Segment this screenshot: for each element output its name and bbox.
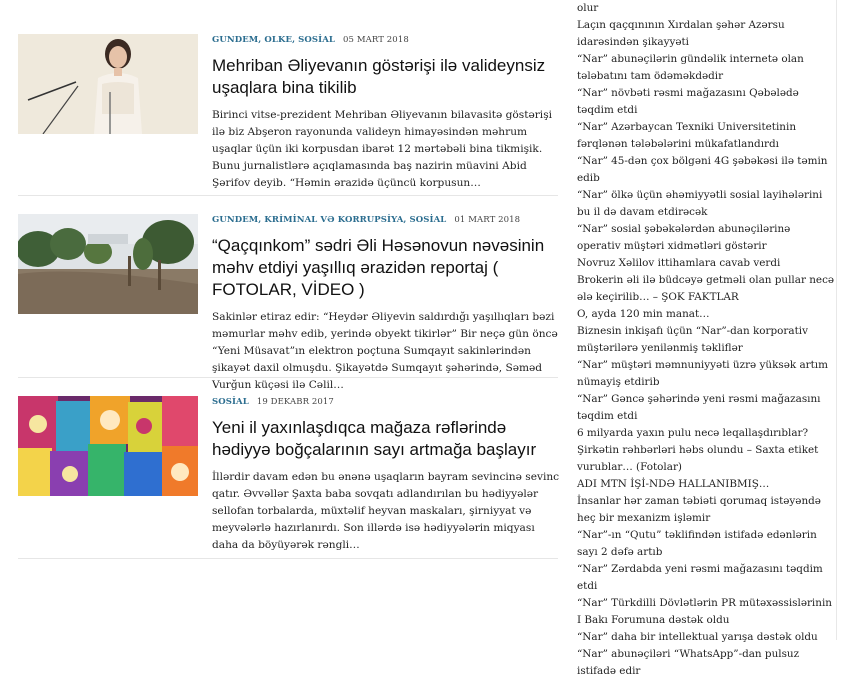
list-item[interactable]: [577, 187, 835, 221]
sidebar-news-list: [577, 0, 835, 680]
news-link[interactable]: “Nar” abunəçilərin gündəlik internetə olan tələbatını tam ödəməkdədir: [577, 53, 804, 82]
news-link[interactable]: Şirkətin rəhbərləri həbs olundu – Saxta etiket vurublar… (Fotolar): [577, 444, 819, 473]
news-link[interactable]: Brokerin əli ilə büdcəyə getməli olan pullar necə ələ keçirilib… – ŞOK FAKTLAR: [577, 274, 835, 303]
article-body: [212, 214, 562, 394]
list-item[interactable]: [577, 306, 835, 323]
news-link[interactable]: Novruz Xəlilov ittihamlara cavab verdi: [577, 257, 781, 269]
news-link[interactable]: “Nar” müştəri məmnuniyyəti üzrə yüksək artım nümayiş etdirib: [577, 359, 828, 388]
article-excerpt: Birinci vitse-prezident Mehriban Əliyevanın bilavasitə göstərişi ilə biz Abşeron rayonunda valideyn himayəsindən məhrum uşaqlar üçün iki korpusdan ibarət 12 mərtəbəli bina tikmişik. Bunu jurnalistlərə açıqlamasında baş nazirin müavini Abid Şərifov deyib. “Həmin ərazidə üçüncü korpusun…: [212, 109, 553, 189]
article-body: [212, 396, 562, 554]
news-link[interactable]: “Nar” abunəçiləri “WhatsApp”-dan pulsuz istifadə edir: [577, 648, 800, 677]
article-categories[interactable]: SOSİAL: [212, 397, 249, 407]
list-item[interactable]: [577, 85, 835, 119]
news-link[interactable]: “Nar” Türkdilli Dövlətlərin PR mütəxəssislərinin I Bakı Forumuna dəstək oldu: [577, 597, 832, 626]
article-meta: [212, 34, 562, 46]
news-link[interactable]: İnsanlar hər zaman təbiəti qorumaq istəyəndə heç bir mexanizm işləmir: [577, 495, 821, 524]
news-link[interactable]: “Nar” Zərdabda yeni rəsmi mağazasını təqdim etdi: [577, 563, 823, 592]
divider: [18, 195, 558, 196]
article-excerpt: İllərdir davam edən bu ənənə uşaqların bayram sevincinə sevinc qatır. Əvvəllər Şaxta baba sovqatı adlandırılan bu hədiyyələr sellofan torbalarda, müxtəlif heyvan maskaları, şirniyyat və meyvələrlə hazırlanırdı. Son illərdə isə hədiyyələrin miqyası daha da böyüyərək rəngli…: [212, 471, 560, 551]
list-item[interactable]: [577, 323, 835, 357]
news-link[interactable]: “Nar” Azərbaycan Texniki Universitetinin fərqlənən tələbələrini mükafatlandırdı: [577, 121, 797, 150]
list-item[interactable]: [577, 221, 835, 255]
list-item[interactable]: [577, 17, 835, 51]
news-link[interactable]: O, ayda 120 min manat…: [577, 308, 710, 320]
article-thumbnail[interactable]: [18, 214, 198, 314]
article-thumbnail[interactable]: [18, 396, 198, 496]
article-categories[interactable]: GUNDEM, OLKE, SOSİAL: [212, 35, 336, 45]
news-link[interactable]: “Nar”-ın “Qutu” təklifindən istifadə edənlərin sayı 2 dəfə artıb: [577, 529, 817, 558]
list-item[interactable]: [577, 493, 835, 527]
article-title[interactable]: “Qaçqınkom” sədri Əli Həsənovun nəvəsinin məhv etdiyi yaşıllıq ərazidən reportaj ( FOTOLAR, VİDEO ): [212, 236, 545, 299]
article-excerpt: Sakinlər etiraz edir: “Heydər Əliyevin saldırdığı yaşıllıqları bəzi məmurlar məhv edib, yerində obyekt tikirlər” Bir neçə gün öncə “Yeni Müsavat”ın elektron poçtuna Sumqayıt sakinlərindən şikayət daxil olmuşdu. Şikayətdə Sumqayıt şəhərində, Səməd Vurğun küçəsi ilə Cəlil…: [212, 311, 558, 391]
news-link[interactable]: “Nar” 45-dən çox bölgəni 4G şəbəkəsi ilə təmin edib: [577, 155, 828, 184]
woman-at-podium-photo: [18, 34, 198, 134]
news-link[interactable]: 6 milyarda yaxın pulu necə leqallaşdırıblar?: [577, 427, 809, 439]
list-item[interactable]: [577, 272, 835, 306]
article-body: [212, 34, 562, 192]
list-item[interactable]: [577, 595, 835, 629]
list-item[interactable]: [577, 153, 835, 187]
article-meta: [212, 396, 562, 408]
list-item[interactable]: [577, 119, 835, 153]
news-link[interactable]: olur: [577, 2, 599, 14]
news-link[interactable]: Laçın qaçqınının Xırdalan şəhər Azərsu idarəsindən şikayyəti: [577, 19, 785, 48]
colorful-gift-bags-photo: [18, 396, 198, 496]
news-link[interactable]: “Nar” ölkə üçün əhəmiyyətli sosial layihələrini bu il də davam etdirəcək: [577, 189, 823, 218]
list-item[interactable]: [577, 561, 835, 595]
news-link[interactable]: “Nar” daha bir intellektual yarışa dəstək oldu: [577, 631, 818, 643]
news-link[interactable]: Biznesin inkişafı üçün “Nar”-dan korporativ müştərilərə yenilənmiş təkliflər: [577, 325, 808, 354]
article-categories[interactable]: GUNDEM, KRİMİNAL VƏ KORRUPSİYA, SOSİAL: [212, 215, 447, 225]
divider: [18, 377, 558, 378]
list-item[interactable]: [577, 425, 835, 442]
list-item[interactable]: [577, 629, 835, 646]
divider: [18, 558, 558, 559]
list-item[interactable]: [577, 357, 835, 391]
news-link[interactable]: “Nar” sosial şəbəkələrdən abunəçilərinə operativ müştəri xidmətləri göstərir: [577, 223, 791, 252]
news-link[interactable]: ADI MTN İŞİ-NDƏ HALLANIBMIŞ…: [577, 478, 770, 490]
news-link[interactable]: “Nar” növbəti rəsmi mağazasını Qəbələdə təqdim etdi: [577, 87, 799, 116]
sidebar-divider: [836, 0, 837, 640]
article-title[interactable]: Yeni il yaxınlaşdıqca mağaza rəflərində hədiyyə boğçalarının sayı artmağa başlayır: [212, 418, 537, 459]
article-date: 19 DEKABR 2017: [256, 397, 334, 407]
list-item[interactable]: [577, 255, 835, 272]
article-date: 01 MART 2018: [454, 215, 521, 225]
article-thumbnail[interactable]: [18, 34, 198, 134]
list-item[interactable]: [577, 0, 835, 17]
list-item[interactable]: [577, 442, 835, 476]
list-item[interactable]: [577, 476, 835, 493]
list-item[interactable]: [577, 391, 835, 425]
article-date: 05 MART 2018: [343, 35, 409, 45]
article-meta: [212, 214, 562, 226]
list-item[interactable]: [577, 51, 835, 85]
article-title[interactable]: Mehriban Əliyevanın göstərişi ilə valideynsiz uşaqlara bina tikilib: [212, 56, 546, 97]
news-link[interactable]: “Nar” Gəncə şəhərində yeni rəsmi mağazasını təqdim etdi: [577, 393, 821, 422]
green-area-trees-photo: [18, 214, 198, 314]
list-item[interactable]: [577, 646, 835, 680]
list-item[interactable]: [577, 527, 835, 561]
